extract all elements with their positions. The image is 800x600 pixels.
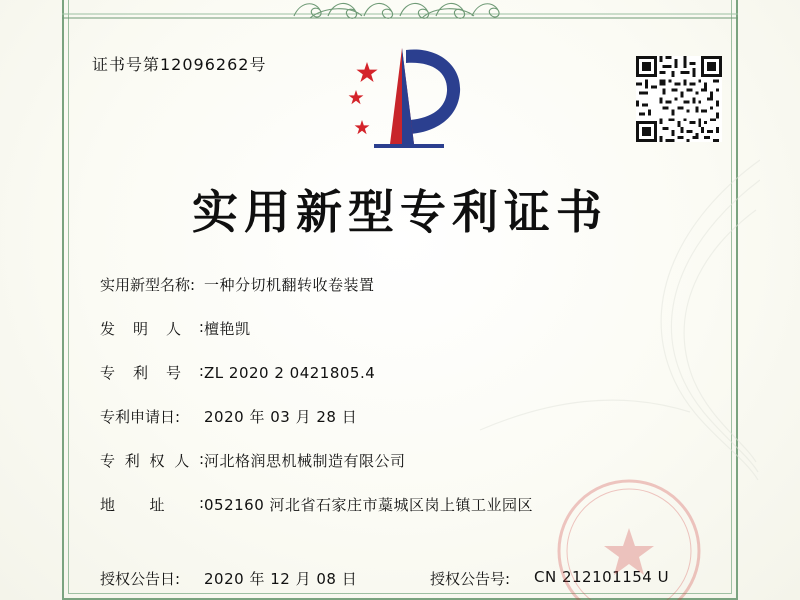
field-label-grant-date: 授权公告日: [100,570,181,588]
page-title: 实用新型专利证书 [192,185,608,239]
label-char: 号 [165,364,181,382]
label-colon: : [198,450,204,468]
field-value-application-date: 2020 年 03 月 28 日 [204,408,358,426]
field-label-inventor [100,318,204,339]
label-char: 专 [100,452,116,470]
label-char: 址 [149,496,165,514]
field-value-patentee: 河北格润思机械制造有限公司 [204,452,406,470]
patent-emblem-icon [340,42,475,152]
field-value-utility-model-name: 一种分切机翻转收卷装置 [204,276,375,294]
field-value-grant-publication-number: CN 212101154 U [534,568,670,586]
top-ornament [62,0,738,22]
bottom-field-row [100,568,740,589]
label-colon: : [198,318,204,336]
label-char: 明 [132,320,148,338]
field-row-application-date [100,406,720,427]
field-label-patentee [100,450,204,471]
field-label-application-date: 专利申请日: [100,408,181,426]
label-char: 人 [165,320,181,338]
field-row-grant-date [100,568,430,589]
qr-code-icon [636,56,722,142]
field-row-grant-publication-number [430,568,669,589]
label-char: 专 [100,364,116,382]
label-colon: : [198,362,204,380]
field-row-utility-model-name [100,274,720,295]
label-char: 发 [100,320,116,338]
field-value-grant-date: 2020 年 12 月 08 日 [204,570,358,588]
field-list [100,274,720,538]
label-char: 权 [149,452,165,470]
field-value-inventor: 檀艳凯 [204,320,251,338]
field-label-utility-model-name: 实用新型名称: [100,276,196,294]
field-label-patent-number [100,362,204,383]
label-colon: : [198,494,204,512]
field-label-grant-publication-number: 授权公告号: [430,570,511,588]
field-row-address [100,494,720,515]
field-row-patentee [100,450,720,471]
label-char: 地 [100,496,116,514]
label-char: 利 [132,364,148,382]
field-row-inventor [100,318,720,339]
label-char: 利 [124,452,140,470]
field-value-patent-number: ZL 2020 2 0421805.4 [204,364,376,382]
field-label-address [100,494,204,515]
label-char: 人 [174,452,190,470]
certificate-number: 证书号第12096262号 [92,55,267,74]
field-value-address: 052160 河北省石家庄市藁城区岗上镇工业园区 [204,496,534,514]
field-row-patent-number [100,362,720,383]
